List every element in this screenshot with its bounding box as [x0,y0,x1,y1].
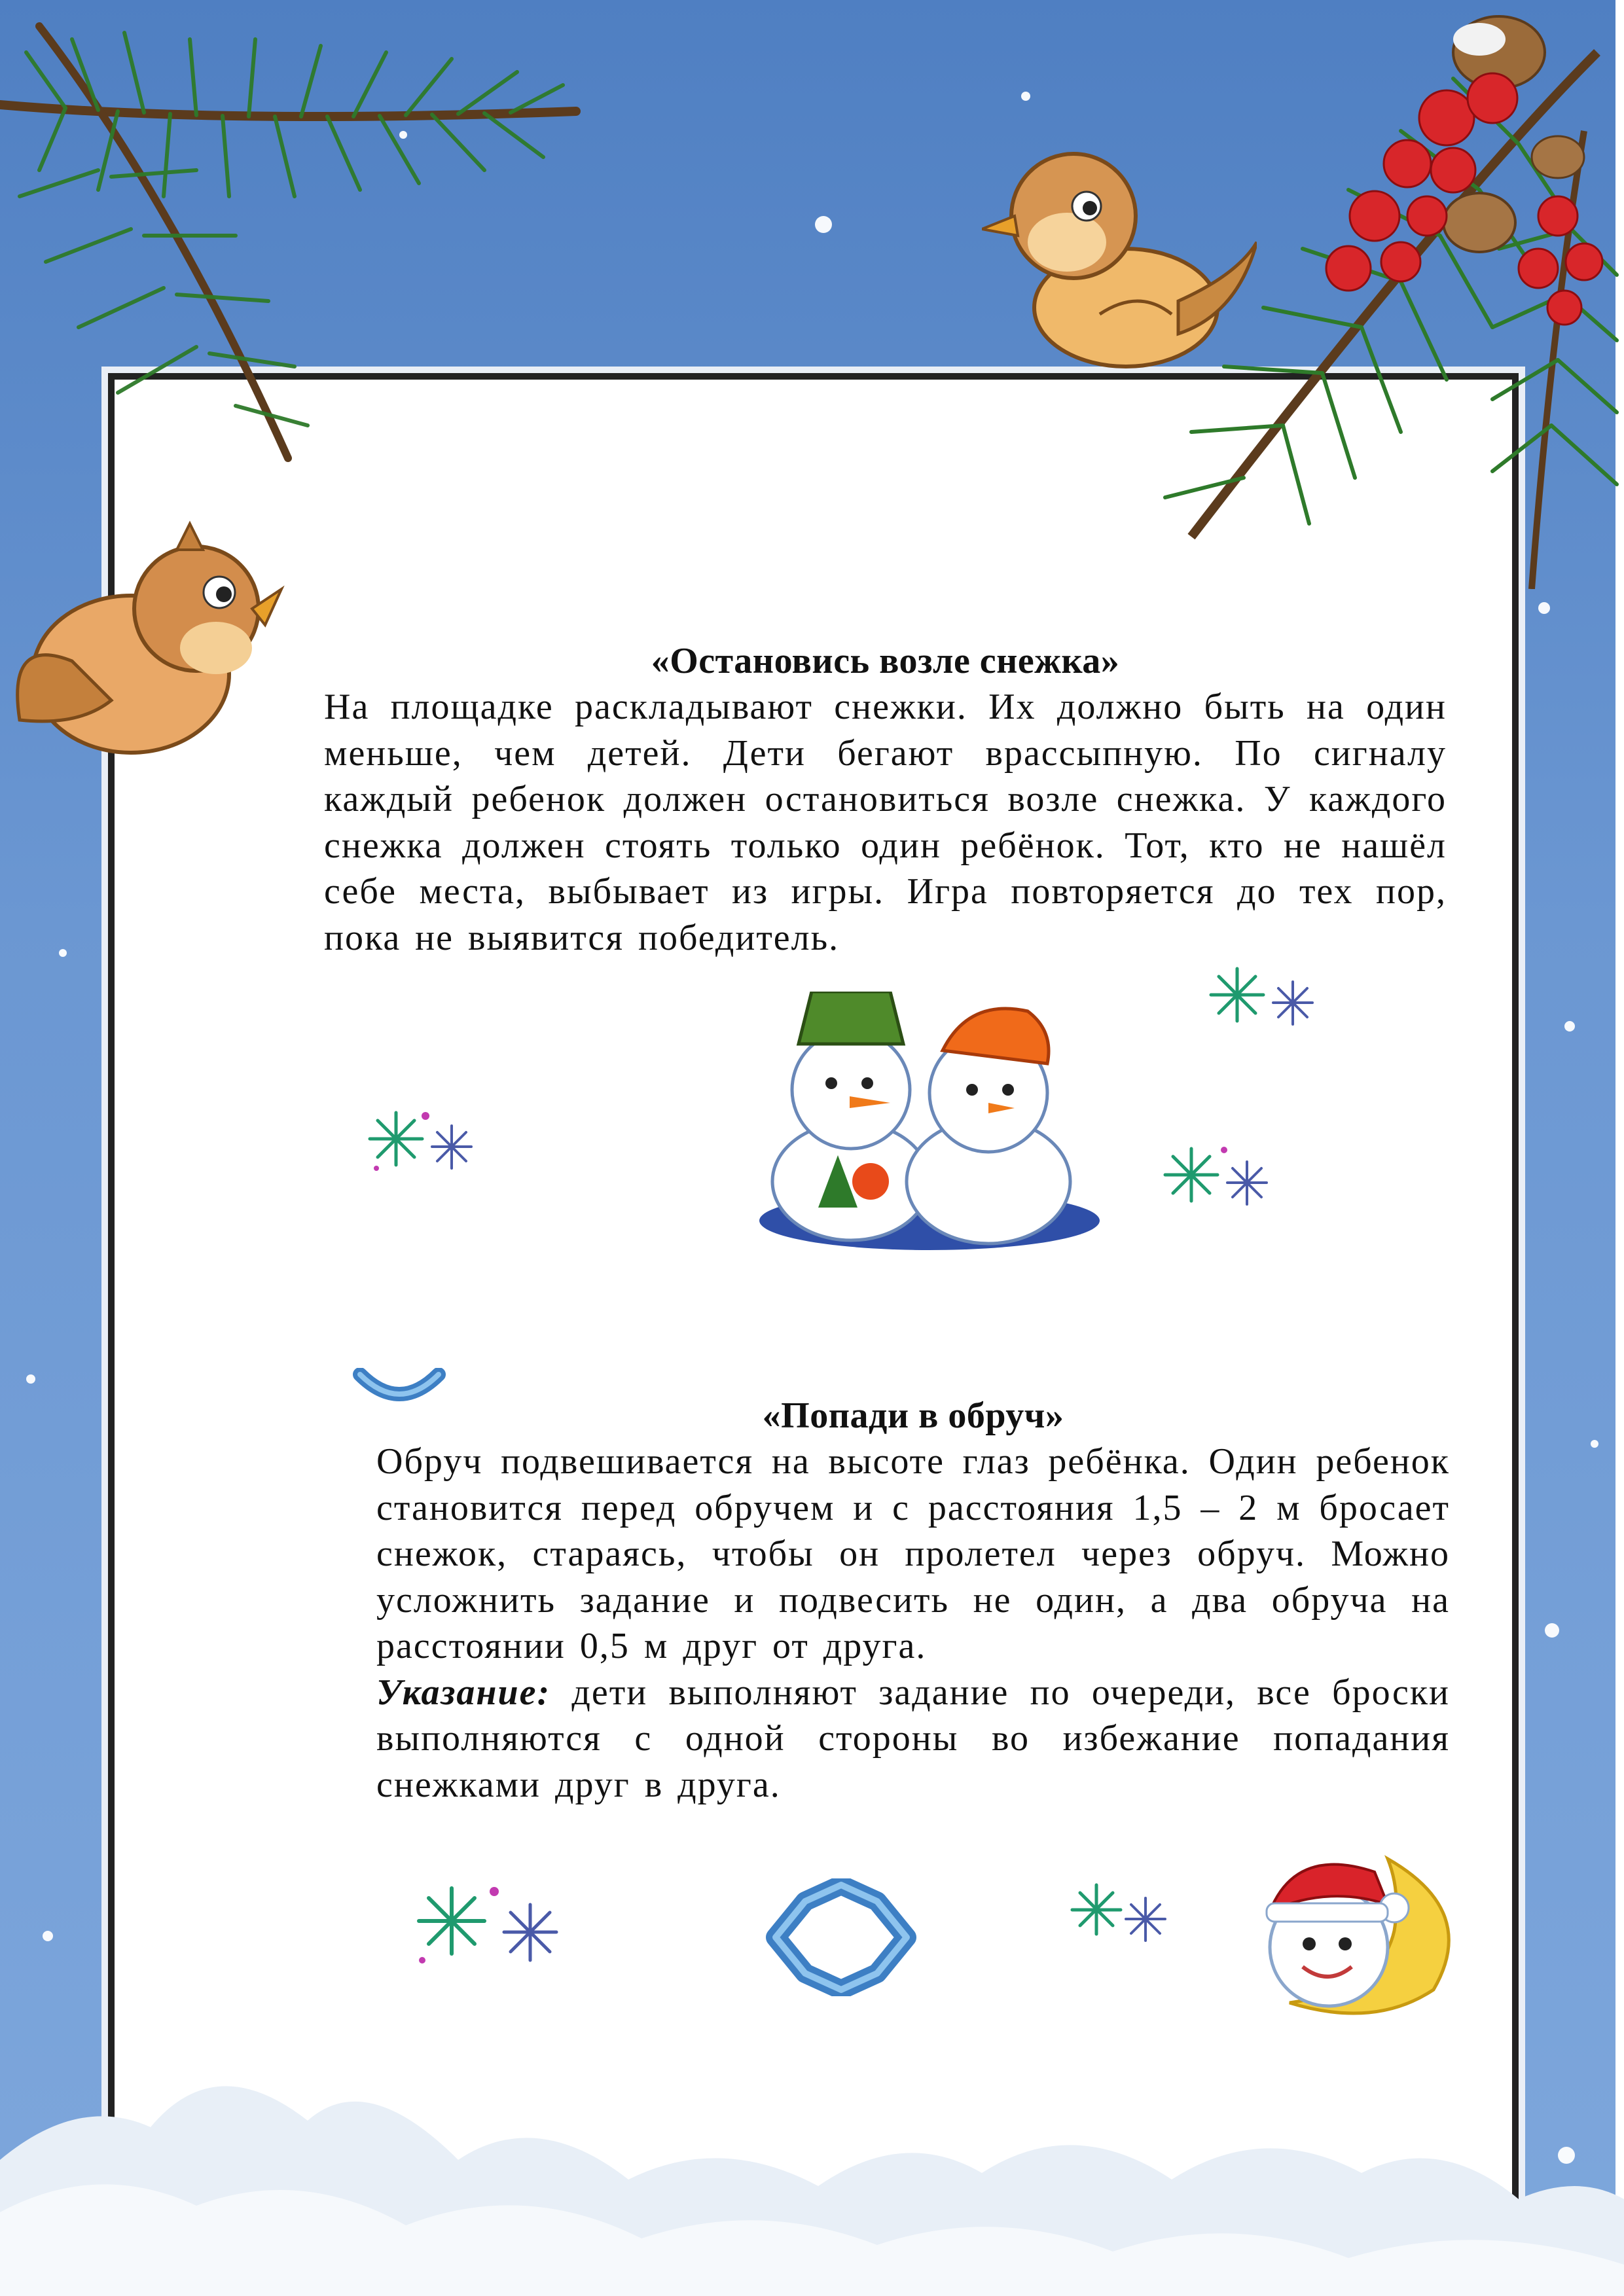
snowflake-cluster-icon [1067,1878,1172,1950]
game-block-1 [324,638,1447,961]
snowflake-cluster-icon [1204,962,1322,1034]
game-description [376,1439,1450,1808]
snowflake-cluster-icon [406,1878,569,1970]
snowflake-icon [756,1878,926,1996]
snowman-pair-icon [753,992,1106,1253]
note-label: Указание: [376,1672,551,1713]
fir-branch-icon [0,0,655,471]
game-description: На площадке раскладывают снежки. Их должно быть на один меньше, чем детей. Дети бегают врассыпную. По сигналу каждый ребенок должен остановиться возле снежка. У каждого снежка должен стоять только один ребёнок. Тот, кто не нашёл себе места, выбывает из игры. Игра повторяется до тех пор, пока не выявится победитель. [324,687,1447,958]
game-title: «Остановись возле снежка» [651,641,1120,681]
game-description-main: Обруч подвешивается на высоте глаз ребёнка. Один ребенок становится перед обручем и с расстояния 1,5 – 2 м бросает снежок, стараясь, чтобы он пролетел через обруч. Можно усложнить задание и подвесить не один, а два обруча на расстоянии 0,5 м друг от друга. [376,1441,1450,1666]
snowflake-cluster-icon [1159,1142,1276,1214]
snowflake-cluster-icon [363,1106,481,1178]
bird-icon [982,144,1257,380]
game-title: «Попади в обруч» [762,1395,1064,1436]
game-block-2 [376,1393,1450,1808]
bird-left-icon [0,511,288,792]
snow-moon-icon [1218,1833,1479,2022]
note-text: дети выполняют задание по очереди, все броски выполняются с одной стороны во избежание попадания снежками друг в друга. [376,1672,1450,1805]
